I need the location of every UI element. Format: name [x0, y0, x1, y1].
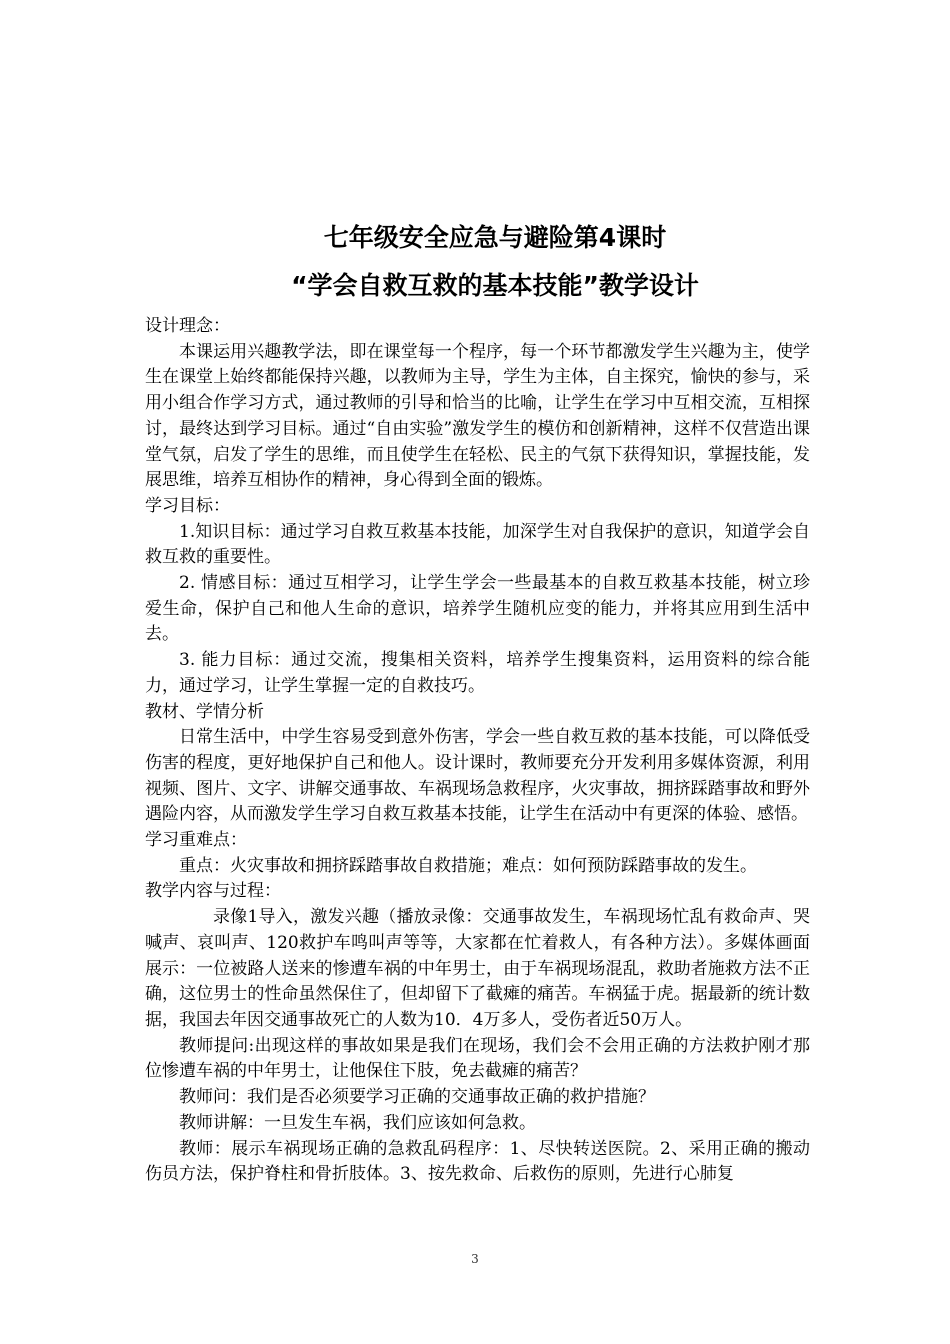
- section-heading: 学习目标：: [145, 495, 230, 516]
- paragraph: 教师问：我们是否必须要学习正确的交通事故正确的救护措施？: [179, 1087, 655, 1108]
- document-title-line1: 七年级安全应急与避险第4课时: [323, 223, 667, 252]
- paragraph: 3. 能力目标：通过交流，搜集相关资料，培养学生搜集资料，运用资料的综合能力，通过学习，让学生掌握一定的自救技巧。: [145, 650, 810, 696]
- paragraph: 日常生活中，中学生容易受到意外伤害，学会一些自救互救的基本技能，可以降低受伤害的程度，更好地保护自己和他人。设计课时，教师要充分开发利用多媒体资源，利用视频、图片、文字、讲解交通事故、车祸现场急救程序，火灾事故，拥挤踩踏事故和野外遇险内容，从而激发学生学习自救互救基本技能，让学生在活动中有更深的体验、感悟。: [145, 727, 810, 825]
- page-number: 3: [471, 1252, 479, 1266]
- section-heading: 学习重难点：: [145, 830, 247, 851]
- paragraph: 教师讲解：一旦发生车祸，我们应该如何急救。: [179, 1112, 536, 1133]
- paragraph: 录像1导入，激发兴趣（播放录像：交通事故发生，车祸现场忙乱有救命声、哭喊声、哀叫声、120救护车鸣叫声等等，大家都在忙着救人，有各种方法）。多媒体画面展示：一位被路人送来的惨遭车祸的中年男士，由于车祸现场混乱，救助者施救方法不正确，这位男士的性命虽然保住了，但却留下了截瘫的痛苦。车祸猛于虎。据最新的统计数据，我国去年因交通事故死亡的人数为10．4万多人，受伤者近50万人。: [145, 907, 810, 1030]
- section-heading: 教材、学情分析: [145, 701, 264, 722]
- paragraph: 重点：火灾事故和拥挤踩踏事故自救措施；难点：如何预防踩踏事故的发生。: [179, 855, 757, 876]
- paragraph: 1.知识目标：通过学习自救互救基本技能，加深学生对自我保护的意识，知道学会自救互救的重要性。: [145, 521, 810, 568]
- paragraph: 2. 情感目标：通过互相学习，让学生学会一些最基本的自救互救基本技能，树立珍爱生命，保护自己和他人生命的意识，培养学生随机应变的能力，并将其应用到生活中去。: [145, 573, 810, 645]
- paragraph: 教师提问:出现这样的事故如果是我们在现场，我们会不会用正确的方法救护刚才那位惨遭车祸的中年男士，让他保住下肢，免去截瘫的痛苦？: [145, 1035, 810, 1082]
- document-title-line2: “学会自救互救的基本技能”教学设计: [291, 271, 699, 300]
- document-body: [145, 314, 810, 1188]
- paragraph: 教师：展示车祸现场正确的急救乱码程序：1、尽快转送医院。2、采用正确的搬动伤员方法，保护脊柱和骨折肢体。3、按先救命、后救伤的原则，先进行心肺复: [145, 1138, 810, 1185]
- paragraph: 本课运用兴趣教学法，即在课堂每一个程序，每一个环节都激发学生兴趣为主，使学生在课堂上始终都能保持兴趣，以教师为主导，学生为主体，自主探究，愉快的参与，采用小组合作学习方式，通过教师的引导和恰当的比喻，让学生在学习中互相交流，互相探讨，最终达到学习目标。通过“自由实验”激发学生的模仿和创新精神，这样不仅营造出课堂气氛，启发了学生的思维，而且使学生在轻松、民主的气氛下获得知识，掌握技能，发展思维，培养互相协作的精神，身心得到全面的锻炼。: [145, 341, 810, 491]
- section-heading: 教学内容与过程：: [145, 881, 281, 902]
- section-heading: 设计理念：: [145, 316, 230, 336]
